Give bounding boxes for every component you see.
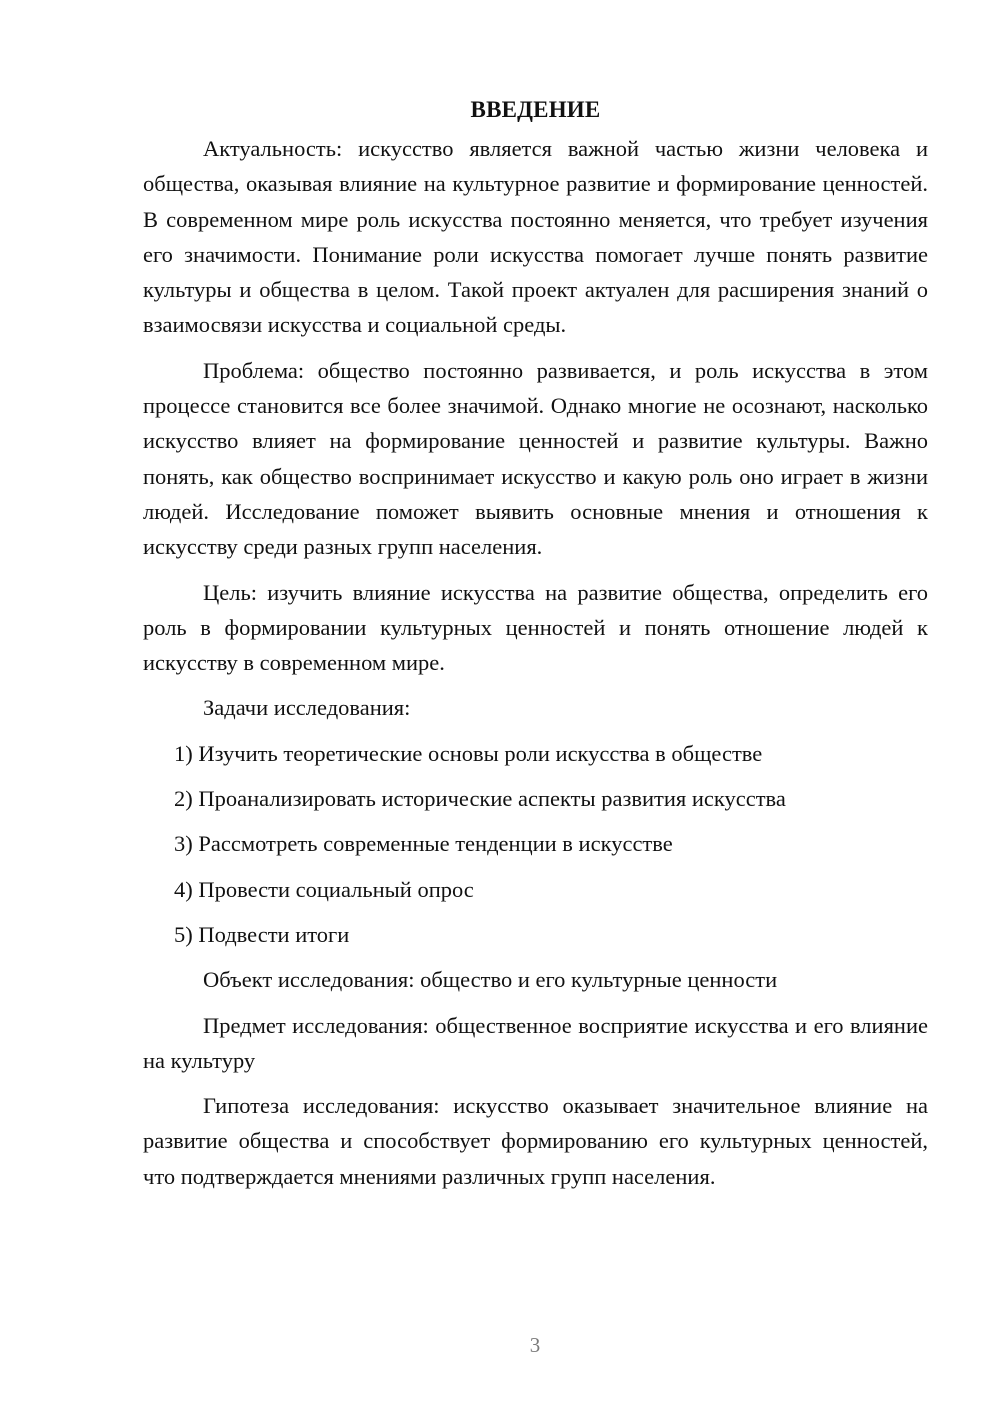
list-item: 4) Провести социальный опрос [174,876,474,902]
goal-paragraph: Цель: изучить влияние искусства на развитие общества, определить его роль в формировании культурных ценностей и понять отношение людей к искусству в современном мире. [143,579,928,676]
section-heading: ВВЕДЕНИЕ [470,97,601,122]
subject-paragraph: Предмет исследования: общественное восприятие искусства и его влияние на культуру [143,1012,928,1073]
tasks-list [143,736,928,952]
page-content [143,92,928,1204]
list-item: 1) Изучить теоретические основы роли искусства в обществе [174,740,763,766]
hypothesis-paragraph: Гипотеза исследования: искусство оказывает значительное влияние на развитие общества и способствует формированию его культурных ценностей, что подтверждается мнениями различных групп населения. [143,1093,928,1189]
relevance-paragraph: Актуальность: искусство является важной частью жизни человека и общества, оказывая влияние на культурное развитие и формирование ценностей. В современном мире роль искусства постоянно меняется, что требует изучения его значимости. Понимание роли искусства помогает лучше понять развитие культуры и общества в целом. Такой проект актуален для расширения знаний о взаимосвязи искусства и социальной среды. [143,136,928,338]
tasks-heading: Задачи исследования: [203,695,411,721]
problem-paragraph: Проблема: общество постоянно развивается, и роль искусства в этом процессе становится все более значимой. Однако многие не осознают, насколько искусство влияет на формирование ценностей и развитие культуры. Важно понять, как общество воспринимает искусство и какую роль оно играет в жизни людей. Исследование поможет выявить основные мнения и отношения к искусству среди разных групп населения. [143,357,928,560]
list-item: 5) Подвести итоги [174,921,350,947]
list-item: 3) Рассмотреть современные тенденции в искусстве [174,831,673,857]
object-paragraph: Объект исследования: общество и его культурные ценности [203,967,778,993]
list-item: 2) Проанализировать исторические аспекты развития искусства [174,786,786,812]
page-number: 3 [529,1333,541,1357]
